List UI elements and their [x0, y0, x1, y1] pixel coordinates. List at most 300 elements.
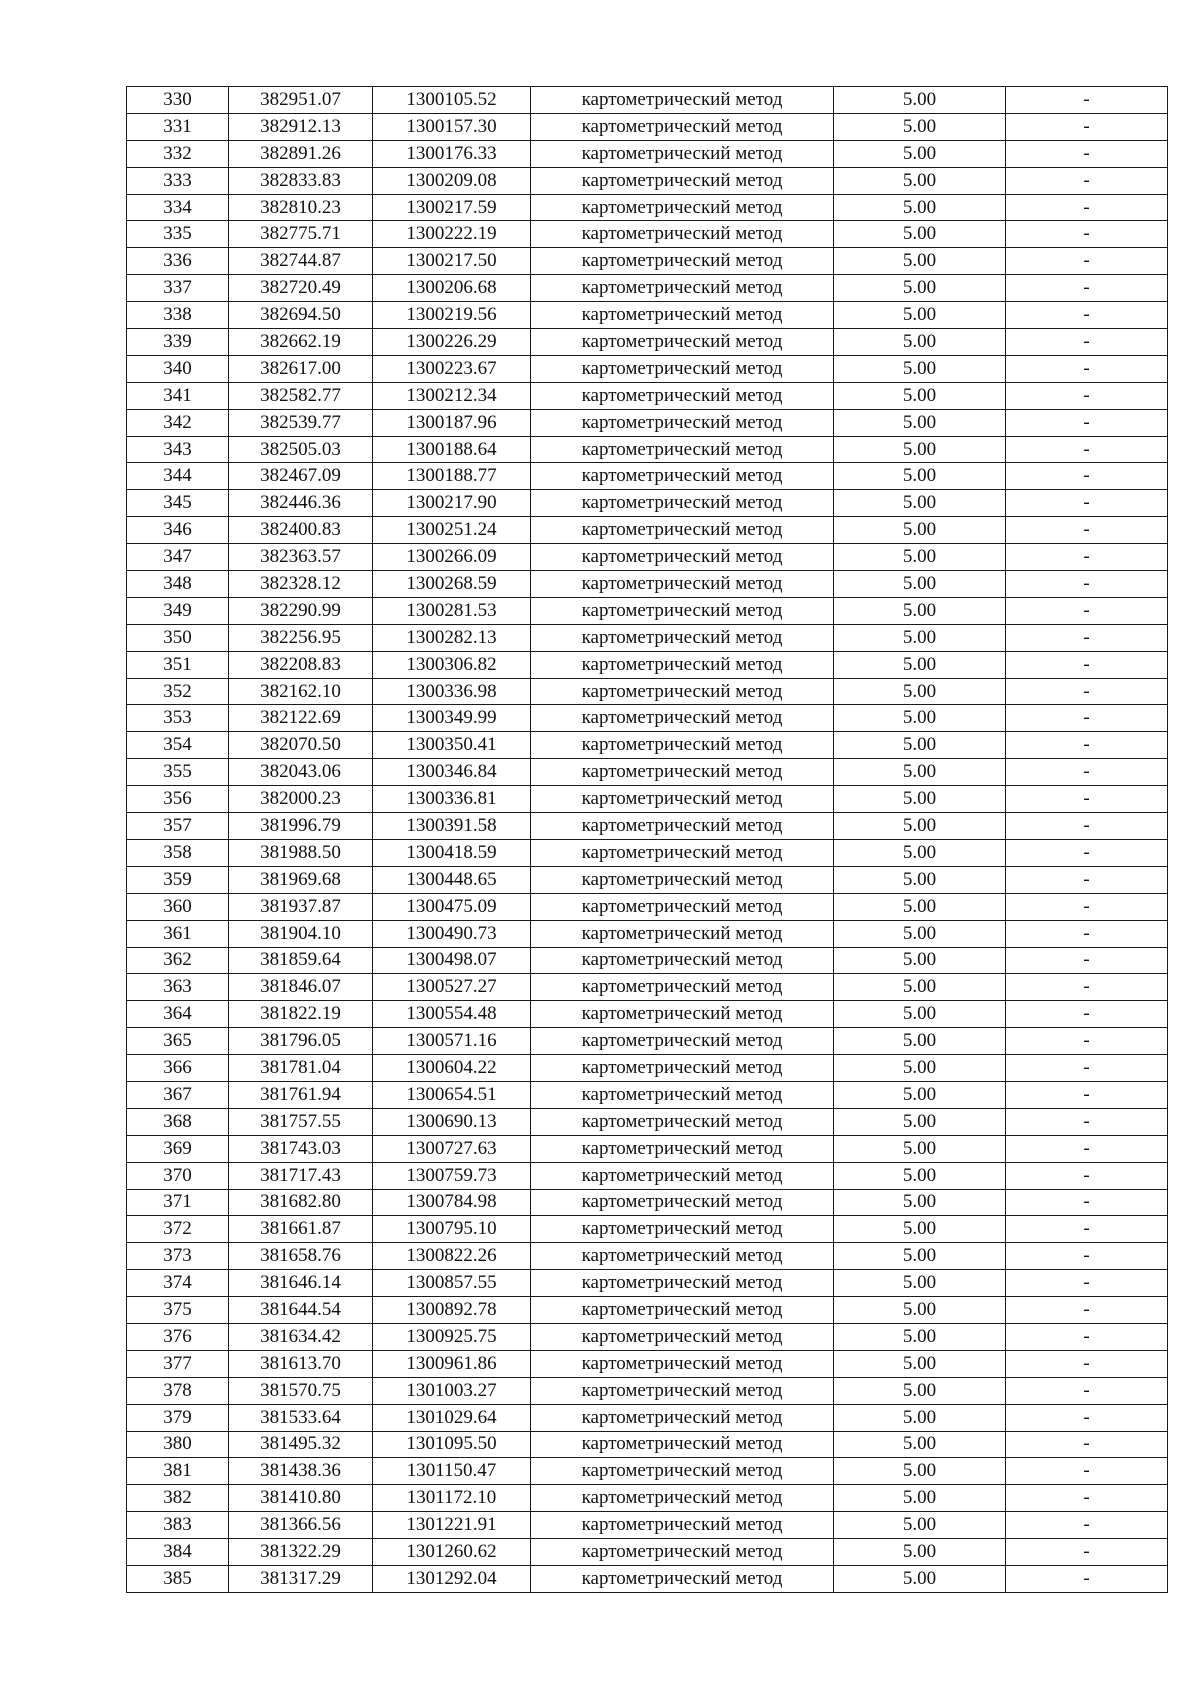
point-number-cell: 337 — [127, 275, 229, 302]
y-coordinate-cell: 1300212.34 — [373, 382, 531, 409]
precision-cell: 5.00 — [834, 1270, 1006, 1297]
method-cell: картометрический метод — [531, 1108, 834, 1135]
table-row — [127, 409, 1168, 436]
point-number-cell: 335 — [127, 221, 229, 248]
y-coordinate-cell: 1300892.78 — [373, 1297, 531, 1324]
y-coordinate-cell: 1301095.50 — [373, 1431, 531, 1458]
table-row — [127, 1270, 1168, 1297]
method-cell: картометрический метод — [531, 221, 834, 248]
x-coordinate-cell: 381757.55 — [229, 1108, 373, 1135]
point-number-cell: 346 — [127, 517, 229, 544]
point-number-cell: 373 — [127, 1243, 229, 1270]
note-cell: - — [1006, 893, 1168, 920]
x-coordinate-cell: 381743.03 — [229, 1135, 373, 1162]
y-coordinate-cell: 1300654.51 — [373, 1081, 531, 1108]
note-cell: - — [1006, 221, 1168, 248]
note-cell: - — [1006, 705, 1168, 732]
method-cell: картометрический метод — [531, 597, 834, 624]
table-row — [127, 302, 1168, 329]
precision-cell: 5.00 — [834, 1350, 1006, 1377]
x-coordinate-cell: 381658.76 — [229, 1243, 373, 1270]
precision-cell: 5.00 — [834, 866, 1006, 893]
precision-cell: 5.00 — [834, 248, 1006, 275]
table-row — [127, 221, 1168, 248]
method-cell: картометрический метод — [531, 436, 834, 463]
table-row — [127, 624, 1168, 651]
x-coordinate-cell: 381644.54 — [229, 1297, 373, 1324]
x-coordinate-cell: 382775.71 — [229, 221, 373, 248]
method-cell: картометрический метод — [531, 113, 834, 140]
note-cell: - — [1006, 839, 1168, 866]
table-row — [127, 947, 1168, 974]
precision-cell: 5.00 — [834, 732, 1006, 759]
note-cell: - — [1006, 866, 1168, 893]
precision-cell: 5.00 — [834, 1001, 1006, 1028]
table-row — [127, 732, 1168, 759]
method-cell: картометрический метод — [531, 1162, 834, 1189]
point-number-cell: 358 — [127, 839, 229, 866]
y-coordinate-cell: 1300206.68 — [373, 275, 531, 302]
y-coordinate-cell: 1300418.59 — [373, 839, 531, 866]
method-cell: картометрический метод — [531, 490, 834, 517]
method-cell: картометрический метод — [531, 1055, 834, 1082]
method-cell: картометрический метод — [531, 947, 834, 974]
note-cell: - — [1006, 624, 1168, 651]
precision-cell: 5.00 — [834, 140, 1006, 167]
method-cell: картометрический метод — [531, 1512, 834, 1539]
y-coordinate-cell: 1300268.59 — [373, 571, 531, 598]
note-cell: - — [1006, 409, 1168, 436]
precision-cell: 5.00 — [834, 1431, 1006, 1458]
method-cell: картометрический метод — [531, 544, 834, 571]
y-coordinate-cell: 1300490.73 — [373, 920, 531, 947]
point-number-cell: 383 — [127, 1512, 229, 1539]
method-cell: картометрический метод — [531, 1565, 834, 1592]
method-cell: картометрический метод — [531, 920, 834, 947]
note-cell: - — [1006, 1216, 1168, 1243]
point-number-cell: 365 — [127, 1028, 229, 1055]
note-cell: - — [1006, 1458, 1168, 1485]
note-cell: - — [1006, 517, 1168, 544]
y-coordinate-cell: 1300571.16 — [373, 1028, 531, 1055]
point-number-cell: 375 — [127, 1297, 229, 1324]
y-coordinate-cell: 1300336.98 — [373, 678, 531, 705]
point-number-cell: 370 — [127, 1162, 229, 1189]
point-number-cell: 355 — [127, 759, 229, 786]
y-coordinate-cell: 1300349.99 — [373, 705, 531, 732]
note-cell: - — [1006, 1350, 1168, 1377]
note-cell: - — [1006, 1404, 1168, 1431]
point-number-cell: 362 — [127, 947, 229, 974]
note-cell: - — [1006, 1108, 1168, 1135]
y-coordinate-cell: 1300961.86 — [373, 1350, 531, 1377]
point-number-cell: 364 — [127, 1001, 229, 1028]
precision-cell: 5.00 — [834, 275, 1006, 302]
precision-cell: 5.00 — [834, 571, 1006, 598]
precision-cell: 5.00 — [834, 1404, 1006, 1431]
precision-cell: 5.00 — [834, 786, 1006, 813]
note-cell: - — [1006, 651, 1168, 678]
y-coordinate-cell: 1301221.91 — [373, 1512, 531, 1539]
table-row — [127, 87, 1168, 114]
y-coordinate-cell: 1300527.27 — [373, 974, 531, 1001]
y-coordinate-cell: 1300822.26 — [373, 1243, 531, 1270]
x-coordinate-cell: 381796.05 — [229, 1028, 373, 1055]
y-coordinate-cell: 1300350.41 — [373, 732, 531, 759]
table-row — [127, 813, 1168, 840]
x-coordinate-cell: 382162.10 — [229, 678, 373, 705]
method-cell: картометрический метод — [531, 517, 834, 544]
table-row — [127, 1539, 1168, 1566]
table-row — [127, 355, 1168, 382]
method-cell: картометрический метод — [531, 624, 834, 651]
note-cell: - — [1006, 1431, 1168, 1458]
precision-cell: 5.00 — [834, 221, 1006, 248]
y-coordinate-cell: 1300209.08 — [373, 167, 531, 194]
table-row — [127, 1108, 1168, 1135]
x-coordinate-cell: 382363.57 — [229, 544, 373, 571]
method-cell: картометрический метод — [531, 759, 834, 786]
y-coordinate-cell: 1301003.27 — [373, 1377, 531, 1404]
x-coordinate-cell: 381410.80 — [229, 1485, 373, 1512]
note-cell: - — [1006, 329, 1168, 356]
point-number-cell: 368 — [127, 1108, 229, 1135]
point-number-cell: 345 — [127, 490, 229, 517]
precision-cell: 5.00 — [834, 678, 1006, 705]
table-row — [127, 839, 1168, 866]
x-coordinate-cell: 382400.83 — [229, 517, 373, 544]
method-cell: картометрический метод — [531, 167, 834, 194]
table-row — [127, 920, 1168, 947]
y-coordinate-cell: 1300219.56 — [373, 302, 531, 329]
y-coordinate-cell: 1300105.52 — [373, 87, 531, 114]
precision-cell: 5.00 — [834, 759, 1006, 786]
precision-cell: 5.00 — [834, 463, 1006, 490]
method-cell: картометрический метод — [531, 275, 834, 302]
table-row — [127, 113, 1168, 140]
y-coordinate-cell: 1300857.55 — [373, 1270, 531, 1297]
precision-cell: 5.00 — [834, 355, 1006, 382]
x-coordinate-cell: 381988.50 — [229, 839, 373, 866]
point-number-cell: 338 — [127, 302, 229, 329]
x-coordinate-cell: 381438.36 — [229, 1458, 373, 1485]
y-coordinate-cell: 1300795.10 — [373, 1216, 531, 1243]
table-row — [127, 517, 1168, 544]
point-number-cell: 340 — [127, 355, 229, 382]
x-coordinate-cell: 382256.95 — [229, 624, 373, 651]
method-cell: картометрический метод — [531, 1377, 834, 1404]
table-row — [127, 1458, 1168, 1485]
note-cell: - — [1006, 813, 1168, 840]
x-coordinate-cell: 381613.70 — [229, 1350, 373, 1377]
method-cell: картометрический метод — [531, 1216, 834, 1243]
precision-cell: 5.00 — [834, 651, 1006, 678]
table-row — [127, 194, 1168, 221]
note-cell: - — [1006, 1512, 1168, 1539]
point-number-cell: 342 — [127, 409, 229, 436]
precision-cell: 5.00 — [834, 167, 1006, 194]
y-coordinate-cell: 1300187.96 — [373, 409, 531, 436]
method-cell: картометрический метод — [531, 248, 834, 275]
table-row — [127, 974, 1168, 1001]
y-coordinate-cell: 1300690.13 — [373, 1108, 531, 1135]
note-cell: - — [1006, 248, 1168, 275]
x-coordinate-cell: 381533.64 — [229, 1404, 373, 1431]
point-number-cell: 350 — [127, 624, 229, 651]
x-coordinate-cell: 382912.13 — [229, 113, 373, 140]
method-cell: картометрический метод — [531, 409, 834, 436]
x-coordinate-cell: 381317.29 — [229, 1565, 373, 1592]
note-cell: - — [1006, 167, 1168, 194]
x-coordinate-cell: 381859.64 — [229, 947, 373, 974]
point-number-cell: 371 — [127, 1189, 229, 1216]
note-cell: - — [1006, 1081, 1168, 1108]
method-cell: картометрический метод — [531, 786, 834, 813]
precision-cell: 5.00 — [834, 1565, 1006, 1592]
x-coordinate-cell: 382539.77 — [229, 409, 373, 436]
x-coordinate-cell: 382505.03 — [229, 436, 373, 463]
table-row — [127, 1512, 1168, 1539]
table-row — [127, 893, 1168, 920]
coordinates-table-body — [127, 87, 1168, 1593]
precision-cell: 5.00 — [834, 947, 1006, 974]
precision-cell: 5.00 — [834, 1162, 1006, 1189]
precision-cell: 5.00 — [834, 1539, 1006, 1566]
point-number-cell: 376 — [127, 1323, 229, 1350]
method-cell: картометрический метод — [531, 1323, 834, 1350]
x-coordinate-cell: 381495.32 — [229, 1431, 373, 1458]
note-cell: - — [1006, 1270, 1168, 1297]
note-cell: - — [1006, 678, 1168, 705]
note-cell: - — [1006, 1055, 1168, 1082]
method-cell: картометрический метод — [531, 1270, 834, 1297]
note-cell: - — [1006, 1323, 1168, 1350]
table-row — [127, 759, 1168, 786]
y-coordinate-cell: 1300217.50 — [373, 248, 531, 275]
point-number-cell: 344 — [127, 463, 229, 490]
table-row — [127, 1243, 1168, 1270]
precision-cell: 5.00 — [834, 839, 1006, 866]
table-row — [127, 382, 1168, 409]
x-coordinate-cell: 381366.56 — [229, 1512, 373, 1539]
x-coordinate-cell: 382446.36 — [229, 490, 373, 517]
point-number-cell: 331 — [127, 113, 229, 140]
point-number-cell: 343 — [127, 436, 229, 463]
table-row — [127, 1135, 1168, 1162]
table-row — [127, 1323, 1168, 1350]
method-cell: картометрический метод — [531, 1485, 834, 1512]
note-cell: - — [1006, 544, 1168, 571]
precision-cell: 5.00 — [834, 1216, 1006, 1243]
note-cell: - — [1006, 1565, 1168, 1592]
note-cell: - — [1006, 355, 1168, 382]
note-cell: - — [1006, 463, 1168, 490]
precision-cell: 5.00 — [834, 113, 1006, 140]
point-number-cell: 384 — [127, 1539, 229, 1566]
y-coordinate-cell: 1300217.59 — [373, 194, 531, 221]
method-cell: картометрический метод — [531, 1001, 834, 1028]
note-cell: - — [1006, 1189, 1168, 1216]
point-number-cell: 360 — [127, 893, 229, 920]
y-coordinate-cell: 1300784.98 — [373, 1189, 531, 1216]
x-coordinate-cell: 382582.77 — [229, 382, 373, 409]
method-cell: картометрический метод — [531, 329, 834, 356]
x-coordinate-cell: 382290.99 — [229, 597, 373, 624]
y-coordinate-cell: 1300226.29 — [373, 329, 531, 356]
precision-cell: 5.00 — [834, 517, 1006, 544]
point-number-cell: 385 — [127, 1565, 229, 1592]
method-cell: картометрический метод — [531, 974, 834, 1001]
precision-cell: 5.00 — [834, 490, 1006, 517]
x-coordinate-cell: 381996.79 — [229, 813, 373, 840]
y-coordinate-cell: 1300925.75 — [373, 1323, 531, 1350]
note-cell: - — [1006, 732, 1168, 759]
precision-cell: 5.00 — [834, 1108, 1006, 1135]
point-number-cell: 374 — [127, 1270, 229, 1297]
table-row — [127, 705, 1168, 732]
table-row — [127, 544, 1168, 571]
point-number-cell: 380 — [127, 1431, 229, 1458]
precision-cell: 5.00 — [834, 1243, 1006, 1270]
note-cell: - — [1006, 275, 1168, 302]
x-coordinate-cell: 382833.83 — [229, 167, 373, 194]
note-cell: - — [1006, 490, 1168, 517]
precision-cell: 5.00 — [834, 544, 1006, 571]
table-row — [127, 597, 1168, 624]
table-row — [127, 436, 1168, 463]
x-coordinate-cell: 382951.07 — [229, 87, 373, 114]
method-cell: картометрический метод — [531, 1028, 834, 1055]
y-coordinate-cell: 1300759.73 — [373, 1162, 531, 1189]
y-coordinate-cell: 1300176.33 — [373, 140, 531, 167]
method-cell: картометрический метод — [531, 355, 834, 382]
precision-cell: 5.00 — [834, 624, 1006, 651]
table-row — [127, 1485, 1168, 1512]
x-coordinate-cell: 382720.49 — [229, 275, 373, 302]
x-coordinate-cell: 381781.04 — [229, 1055, 373, 1082]
method-cell: картометрический метод — [531, 705, 834, 732]
precision-cell: 5.00 — [834, 1081, 1006, 1108]
table-row — [127, 275, 1168, 302]
point-number-cell: 361 — [127, 920, 229, 947]
table-row — [127, 1377, 1168, 1404]
precision-cell: 5.00 — [834, 920, 1006, 947]
method-cell: картометрический метод — [531, 678, 834, 705]
precision-cell: 5.00 — [834, 302, 1006, 329]
table-row — [127, 678, 1168, 705]
method-cell: картометрический метод — [531, 1243, 834, 1270]
method-cell: картометрический метод — [531, 813, 834, 840]
y-coordinate-cell: 1300223.67 — [373, 355, 531, 382]
table-row — [127, 463, 1168, 490]
point-number-cell: 332 — [127, 140, 229, 167]
y-coordinate-cell: 1300604.22 — [373, 1055, 531, 1082]
y-coordinate-cell: 1300391.58 — [373, 813, 531, 840]
y-coordinate-cell: 1300188.77 — [373, 463, 531, 490]
note-cell: - — [1006, 1001, 1168, 1028]
note-cell: - — [1006, 1297, 1168, 1324]
y-coordinate-cell: 1301292.04 — [373, 1565, 531, 1592]
note-cell: - — [1006, 759, 1168, 786]
table-row — [127, 1431, 1168, 1458]
table-row — [127, 1216, 1168, 1243]
precision-cell: 5.00 — [834, 893, 1006, 920]
x-coordinate-cell: 382744.87 — [229, 248, 373, 275]
y-coordinate-cell: 1300475.09 — [373, 893, 531, 920]
precision-cell: 5.00 — [834, 329, 1006, 356]
table-row — [127, 866, 1168, 893]
x-coordinate-cell: 381661.87 — [229, 1216, 373, 1243]
method-cell: картометрический метод — [531, 839, 834, 866]
note-cell: - — [1006, 571, 1168, 598]
note-cell: - — [1006, 786, 1168, 813]
table-row — [127, 1189, 1168, 1216]
table-row — [127, 1565, 1168, 1592]
note-cell: - — [1006, 1377, 1168, 1404]
table-row — [127, 1404, 1168, 1431]
table-row — [127, 248, 1168, 275]
table-row — [127, 167, 1168, 194]
table-row — [127, 1350, 1168, 1377]
point-number-cell: 349 — [127, 597, 229, 624]
method-cell: картометрический метод — [531, 866, 834, 893]
x-coordinate-cell: 381717.43 — [229, 1162, 373, 1189]
precision-cell: 5.00 — [834, 1323, 1006, 1350]
point-number-cell: 354 — [127, 732, 229, 759]
precision-cell: 5.00 — [834, 1028, 1006, 1055]
method-cell: картометрический метод — [531, 1431, 834, 1458]
x-coordinate-cell: 381634.42 — [229, 1323, 373, 1350]
table-row — [127, 140, 1168, 167]
precision-cell: 5.00 — [834, 974, 1006, 1001]
method-cell: картометрический метод — [531, 571, 834, 598]
note-cell: - — [1006, 302, 1168, 329]
x-coordinate-cell: 381761.94 — [229, 1081, 373, 1108]
precision-cell: 5.00 — [834, 87, 1006, 114]
y-coordinate-cell: 1300222.19 — [373, 221, 531, 248]
x-coordinate-cell: 381570.75 — [229, 1377, 373, 1404]
point-number-cell: 330 — [127, 87, 229, 114]
note-cell: - — [1006, 382, 1168, 409]
table-row — [127, 1001, 1168, 1028]
table-row — [127, 1162, 1168, 1189]
note-cell: - — [1006, 947, 1168, 974]
note-cell: - — [1006, 194, 1168, 221]
x-coordinate-cell: 381846.07 — [229, 974, 373, 1001]
y-coordinate-cell: 1300281.53 — [373, 597, 531, 624]
y-coordinate-cell: 1300266.09 — [373, 544, 531, 571]
y-coordinate-cell: 1300157.30 — [373, 113, 531, 140]
note-cell: - — [1006, 87, 1168, 114]
precision-cell: 5.00 — [834, 1377, 1006, 1404]
x-coordinate-cell: 381937.87 — [229, 893, 373, 920]
table-row — [127, 571, 1168, 598]
table-row — [127, 1028, 1168, 1055]
note-cell: - — [1006, 597, 1168, 624]
point-number-cell: 363 — [127, 974, 229, 1001]
point-number-cell: 347 — [127, 544, 229, 571]
point-number-cell: 381 — [127, 1458, 229, 1485]
x-coordinate-cell: 382043.06 — [229, 759, 373, 786]
method-cell: картометрический метод — [531, 194, 834, 221]
y-coordinate-cell: 1300346.84 — [373, 759, 531, 786]
note-cell: - — [1006, 1028, 1168, 1055]
table-row — [127, 490, 1168, 517]
precision-cell: 5.00 — [834, 1458, 1006, 1485]
precision-cell: 5.00 — [834, 1485, 1006, 1512]
note-cell: - — [1006, 1162, 1168, 1189]
y-coordinate-cell: 1300306.82 — [373, 651, 531, 678]
